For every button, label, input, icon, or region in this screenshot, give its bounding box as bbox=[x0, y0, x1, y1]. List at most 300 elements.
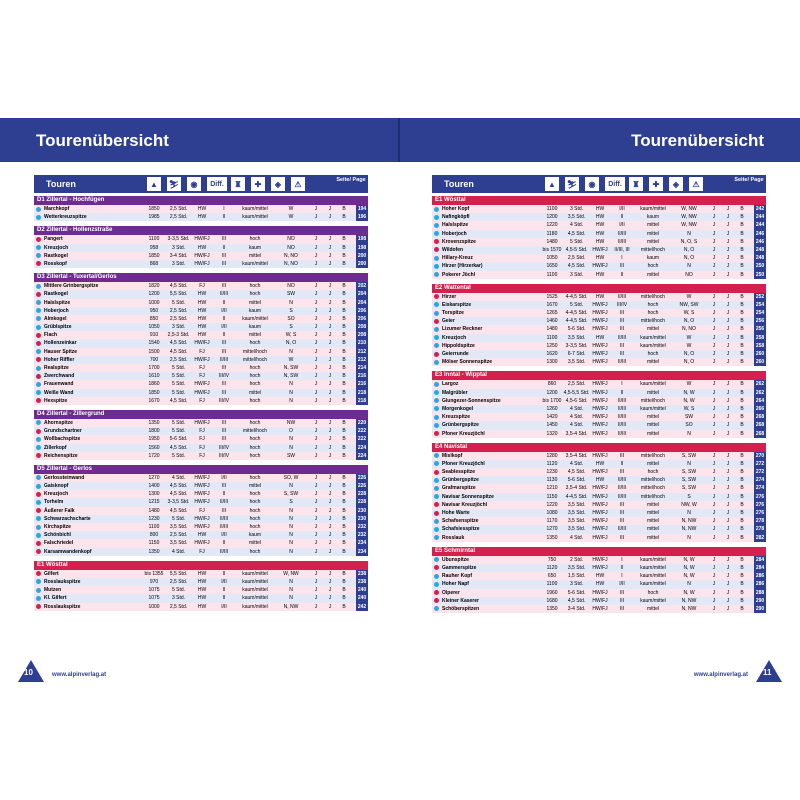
tour-cell-j1: J bbox=[712, 518, 716, 525]
tour-cell-e: mittel/hoch bbox=[640, 246, 666, 253]
tour-cell-t: 1,5 Std. bbox=[567, 573, 586, 580]
tour-row[interactable] bbox=[432, 325, 766, 333]
difficulty-dot-red-icon bbox=[36, 508, 41, 513]
tour-row[interactable] bbox=[432, 421, 766, 429]
tour-row[interactable] bbox=[34, 315, 368, 323]
tour-row[interactable] bbox=[432, 589, 766, 597]
tour-cell-j1: J bbox=[712, 342, 716, 349]
tour-name: Rosslaukspitze bbox=[44, 578, 81, 585]
tour-cell-d: II/III bbox=[617, 359, 627, 366]
footer-url-right[interactable]: www.alpinverlag.at bbox=[693, 672, 748, 678]
page-reference[interactable]: 234 bbox=[357, 548, 367, 555]
tour-cell-j3: B bbox=[740, 526, 744, 533]
tour-row[interactable] bbox=[432, 556, 766, 564]
page-reference[interactable]: 246 bbox=[755, 230, 765, 237]
tour-row[interactable] bbox=[34, 523, 368, 531]
page-reference[interactable]: 286 bbox=[755, 581, 765, 588]
page-reference[interactable]: 204 bbox=[357, 299, 367, 306]
tour-row[interactable] bbox=[34, 331, 368, 339]
tour-row[interactable] bbox=[432, 397, 766, 405]
page-reference[interactable]: 218 bbox=[357, 389, 367, 396]
page-reference[interactable]: 202 bbox=[357, 283, 367, 290]
tour-row[interactable] bbox=[34, 372, 368, 380]
tour-cell-j2: J bbox=[726, 564, 730, 571]
tour-cell-x: SO, W bbox=[283, 474, 299, 481]
tour-row[interactable] bbox=[34, 570, 368, 578]
tour-cell-t: 2,5 Std. bbox=[169, 315, 188, 322]
tour-cell-e: mittel bbox=[647, 238, 659, 245]
tour-row[interactable] bbox=[34, 252, 368, 260]
tour-row[interactable] bbox=[432, 358, 766, 366]
tour-row[interactable] bbox=[34, 235, 368, 243]
page-reference[interactable]: 222 bbox=[357, 436, 367, 443]
difficulty-dot-blue-icon bbox=[36, 300, 41, 305]
tour-name: Falschriedel bbox=[44, 540, 74, 547]
page-reference[interactable]: 240 bbox=[357, 595, 367, 602]
tour-cell-a: 1650 bbox=[546, 263, 558, 270]
tour-cell-j1: J bbox=[712, 310, 716, 317]
tour-name: Rauher Kopf bbox=[442, 573, 472, 580]
page-reference[interactable]: 268 bbox=[755, 430, 765, 437]
page-reference[interactable]: 198 bbox=[357, 244, 367, 251]
tour-row[interactable] bbox=[34, 356, 368, 364]
tour-name: Kirchspitze bbox=[44, 524, 71, 530]
page-reference[interactable]: 272 bbox=[755, 460, 765, 467]
page-reference[interactable]: 216 bbox=[357, 373, 367, 380]
page-reference[interactable]: 244 bbox=[755, 222, 765, 229]
tour-row[interactable] bbox=[34, 323, 368, 331]
difficulty-dot-blue-icon bbox=[36, 525, 41, 530]
tour-cell-a: 1100 bbox=[546, 271, 558, 278]
tour-cell-d: III bbox=[619, 510, 625, 516]
page-reference[interactable]: 230 bbox=[357, 515, 367, 522]
page-reference[interactable]: 258 bbox=[755, 342, 765, 349]
tour-cell-s: FJ bbox=[199, 397, 205, 404]
tour-row[interactable] bbox=[34, 389, 368, 397]
tour-row[interactable] bbox=[34, 507, 368, 515]
tour-cell-d: II bbox=[620, 389, 624, 396]
page-reference[interactable]: 290 bbox=[755, 605, 765, 612]
page-reference[interactable]: 262 bbox=[755, 381, 765, 388]
tour-cell-d: III bbox=[619, 452, 625, 459]
tour-cell-x: N, NW bbox=[681, 518, 697, 525]
tour-cell-j1: J bbox=[314, 373, 318, 380]
tour-cell-j2: J bbox=[726, 526, 730, 533]
tour-cell-e: mittel bbox=[647, 534, 659, 541]
tour-name: Hoher Kopf bbox=[442, 206, 470, 212]
page-reference[interactable]: 264 bbox=[755, 397, 765, 404]
tour-cell-j2: J bbox=[726, 501, 730, 508]
tour-row[interactable] bbox=[432, 342, 766, 350]
tour-cell-s: FJ bbox=[199, 444, 205, 451]
tour-cell-j1: J bbox=[712, 469, 716, 476]
tour-row[interactable] bbox=[432, 460, 766, 468]
page-reference[interactable]: 272 bbox=[755, 469, 765, 476]
tour-row[interactable] bbox=[34, 348, 368, 356]
tour-cell-t: 4 Std. bbox=[569, 405, 584, 412]
tour-cell-a: 1540 bbox=[148, 340, 160, 347]
tour-cell-x: N bbox=[687, 230, 691, 237]
tour-cell-j2: J bbox=[726, 518, 730, 525]
tour-row[interactable] bbox=[432, 293, 766, 301]
tour-row[interactable] bbox=[432, 597, 766, 605]
left-page-table bbox=[34, 175, 368, 616]
tour-row[interactable] bbox=[432, 309, 766, 317]
tour-name: Glungezer-Sonnenspitze bbox=[442, 397, 501, 404]
page-reference[interactable]: 262 bbox=[755, 389, 765, 396]
tour-cell-j3: B bbox=[342, 291, 346, 298]
difficulty-dot-red-icon bbox=[36, 398, 41, 403]
tour-cell-j3: B bbox=[342, 524, 346, 530]
tour-section bbox=[432, 371, 766, 437]
tour-row[interactable] bbox=[432, 301, 766, 309]
tour-row[interactable] bbox=[34, 419, 368, 427]
page-reference[interactable]: 216 bbox=[357, 381, 367, 388]
page-reference[interactable]: 206 bbox=[357, 315, 367, 322]
tour-cell-j1: J bbox=[712, 452, 716, 459]
page-reference[interactable]: 244 bbox=[755, 214, 765, 221]
page-reference[interactable]: 200 bbox=[357, 260, 367, 267]
page-reference[interactable]: 250 bbox=[755, 263, 765, 270]
tour-cell-j3: B bbox=[342, 332, 346, 339]
page-reference[interactable]: 222 bbox=[357, 428, 367, 435]
tour-row[interactable] bbox=[432, 517, 766, 525]
tour-cell-t: 5 Std. bbox=[171, 299, 186, 306]
tour-cell-x: W, NW bbox=[283, 570, 299, 577]
page-reference[interactable]: 200 bbox=[357, 252, 367, 259]
tour-row[interactable] bbox=[432, 580, 766, 588]
page-reference[interactable]: 274 bbox=[755, 485, 765, 492]
page-reference[interactable]: 226 bbox=[357, 474, 367, 481]
page-reference[interactable]: 254 bbox=[755, 310, 765, 317]
tour-row[interactable] bbox=[34, 548, 368, 556]
page-reference[interactable]: 276 bbox=[755, 493, 765, 500]
tour-cell-e: mittel bbox=[647, 510, 659, 516]
tour-row[interactable] bbox=[432, 254, 766, 262]
tour-cell-s: HW/FJ bbox=[194, 260, 210, 267]
tour-row[interactable] bbox=[432, 221, 766, 229]
tour-cell-j1: J bbox=[314, 540, 318, 547]
tour-cell-t: 2,5 Std. bbox=[169, 578, 188, 585]
page-reference[interactable]: 206 bbox=[357, 307, 367, 314]
tour-row[interactable] bbox=[34, 339, 368, 347]
difficulty-label: Diff. bbox=[206, 176, 228, 192]
tour-cell-t: 5 Std. bbox=[171, 515, 186, 522]
tour-row[interactable] bbox=[432, 468, 766, 476]
difficulty-dot-blue-icon bbox=[434, 311, 439, 316]
tour-row[interactable] bbox=[34, 490, 368, 498]
page-reference[interactable]: 220 bbox=[357, 419, 367, 426]
tour-row[interactable] bbox=[34, 515, 368, 523]
tour-cell-e: mittel bbox=[647, 222, 659, 229]
tour-cell-j3: B bbox=[740, 430, 744, 437]
tour-cell-s: HW bbox=[595, 214, 605, 221]
tour-cell-j2: J bbox=[726, 589, 730, 596]
page-reference[interactable]: 250 bbox=[755, 271, 765, 278]
tour-cell-d: I/II bbox=[221, 532, 227, 539]
tour-cell-s: HW bbox=[197, 603, 207, 610]
page-reference[interactable]: 256 bbox=[755, 318, 765, 325]
page-reference[interactable]: 228 bbox=[357, 491, 367, 498]
tour-cell-j3: B bbox=[740, 310, 744, 317]
tour-cell-j3: B bbox=[342, 428, 346, 435]
page-reference[interactable]: 212 bbox=[357, 348, 367, 355]
tour-row[interactable] bbox=[34, 427, 368, 435]
tour-row[interactable] bbox=[432, 509, 766, 517]
tour-cell-a: 1270 bbox=[148, 474, 160, 481]
page-reference[interactable]: 240 bbox=[357, 587, 367, 594]
tour-row[interactable] bbox=[432, 572, 766, 580]
tour-cell-a: 1420 bbox=[546, 414, 558, 421]
section-heading: E3 Inntal - Wipptal bbox=[432, 371, 766, 380]
tour-cell-d: II/III bbox=[617, 414, 627, 421]
tour-row[interactable] bbox=[432, 317, 766, 325]
tour-cell-t: 4,5 Std. bbox=[169, 483, 188, 490]
tour-cell-j2: J bbox=[726, 310, 730, 317]
tour-row[interactable] bbox=[34, 299, 368, 307]
tour-cell-e: mittel/hoch bbox=[242, 348, 268, 355]
difficulty-dot-blue-icon bbox=[36, 308, 41, 313]
tour-row[interactable] bbox=[432, 238, 766, 246]
tour-row[interactable] bbox=[34, 452, 368, 460]
tour-cell-j1: J bbox=[314, 332, 318, 339]
tour-cell-d: III bbox=[619, 534, 625, 541]
tour-row[interactable] bbox=[432, 230, 766, 238]
tour-row[interactable] bbox=[34, 578, 368, 586]
page-reference[interactable]: 276 bbox=[755, 510, 765, 516]
tour-row[interactable] bbox=[34, 444, 368, 452]
tour-cell-t: 3 Std. bbox=[171, 244, 186, 251]
difficulty-dot-blue-icon bbox=[36, 596, 41, 601]
page-reference[interactable]: 260 bbox=[755, 359, 765, 366]
tour-cell-t: 3-3,5 Std. bbox=[565, 342, 588, 349]
tour-row[interactable] bbox=[432, 205, 766, 213]
page-reference[interactable]: 204 bbox=[357, 291, 367, 298]
page-reference[interactable]: 282 bbox=[755, 534, 765, 541]
tour-cell-j1: J bbox=[712, 351, 716, 357]
page-reference[interactable]: 194 bbox=[357, 206, 367, 212]
page-reference[interactable]: 266 bbox=[755, 405, 765, 412]
tour-row[interactable] bbox=[432, 271, 766, 279]
tour-cell-d: I/II bbox=[619, 222, 625, 229]
tour-name: Karsamwandenkopf bbox=[44, 548, 92, 555]
tour-cell-s: HW bbox=[595, 334, 605, 341]
page-reference[interactable]: 252 bbox=[755, 293, 765, 300]
tour-row[interactable] bbox=[432, 534, 766, 542]
tour-row[interactable] bbox=[34, 282, 368, 290]
tour-row[interactable] bbox=[34, 586, 368, 594]
tour-cell-e: mittel/hoch bbox=[640, 493, 666, 500]
page-reference[interactable]: 268 bbox=[755, 422, 765, 429]
tour-cell-e: kaum/mittel bbox=[242, 315, 268, 322]
tour-row[interactable] bbox=[432, 405, 766, 413]
tour-cell-d: III bbox=[221, 419, 227, 426]
tour-cell-e: hoch bbox=[249, 474, 261, 481]
tour-row[interactable] bbox=[34, 380, 368, 388]
difficulty-dot-blue-icon bbox=[434, 215, 439, 220]
page-reference[interactable]: 274 bbox=[755, 477, 765, 484]
page-reference[interactable]: 232 bbox=[357, 532, 367, 539]
tour-row[interactable] bbox=[34, 498, 368, 506]
page-reference[interactable]: 284 bbox=[755, 564, 765, 571]
tour-cell-j1: J bbox=[712, 460, 716, 467]
tour-row[interactable] bbox=[34, 244, 368, 252]
page-reference[interactable]: 246 bbox=[755, 238, 765, 245]
page-reference[interactable]: 242 bbox=[755, 206, 765, 212]
tour-cell-t: 4-4,5 Std. bbox=[565, 310, 588, 317]
tour-cell-j3: B bbox=[740, 397, 744, 404]
tour-cell-s: HW/FJ bbox=[194, 381, 210, 388]
tour-cell-e: kaum/mittel bbox=[242, 595, 268, 602]
page-reference[interactable]: 242 bbox=[357, 603, 367, 610]
page-reference[interactable]: 288 bbox=[755, 589, 765, 596]
page-reference[interactable]: 260 bbox=[755, 351, 765, 357]
page-reference[interactable]: 218 bbox=[357, 397, 367, 404]
tour-row[interactable] bbox=[34, 364, 368, 372]
tour-row[interactable] bbox=[432, 246, 766, 254]
page-reference[interactable]: 210 bbox=[357, 340, 367, 347]
tour-cell-x: N bbox=[289, 483, 293, 490]
tour-row[interactable] bbox=[432, 413, 766, 421]
tour-cell-e: kaum bbox=[248, 244, 262, 251]
page-reference[interactable]: 254 bbox=[755, 301, 765, 308]
tour-cell-x: S, SW bbox=[283, 491, 299, 498]
tour-cell-j1: J bbox=[314, 252, 318, 259]
page-reference[interactable]: 224 bbox=[357, 452, 367, 459]
difficulty-dot-red-icon bbox=[434, 239, 439, 244]
tour-name: Kleiner Kaserer bbox=[442, 597, 479, 604]
page-reference[interactable]: 228 bbox=[357, 499, 367, 506]
tour-cell-a: 1260 bbox=[546, 405, 558, 412]
page-reference[interactable]: 238 bbox=[357, 570, 367, 577]
tour-cell-s: HW bbox=[595, 293, 605, 300]
tour-name: Wetterkreuzspitze bbox=[44, 214, 87, 221]
tour-cell-e: mittel bbox=[647, 430, 659, 437]
tour-section bbox=[34, 226, 368, 268]
tour-row[interactable] bbox=[34, 531, 368, 539]
tour-cell-a: 1075 bbox=[148, 595, 160, 602]
page-reference[interactable]: 208 bbox=[357, 332, 367, 339]
tour-cell-s: HW bbox=[595, 271, 605, 278]
tour-row[interactable] bbox=[34, 397, 368, 405]
page-reference[interactable]: 248 bbox=[755, 246, 765, 253]
tour-cell-d: II/III bbox=[617, 397, 627, 404]
page-reference[interactable]: 276 bbox=[755, 501, 765, 508]
tour-row[interactable] bbox=[34, 290, 368, 298]
tour-name: Hoberjoch bbox=[44, 307, 69, 314]
tour-row[interactable] bbox=[34, 213, 368, 221]
page-reference[interactable]: 224 bbox=[357, 444, 367, 451]
page-reference[interactable]: 232 bbox=[357, 524, 367, 530]
page-reference[interactable]: 212 bbox=[357, 356, 367, 363]
difficulty-dot-red-icon bbox=[434, 598, 439, 603]
page-reference[interactable]: 238 bbox=[357, 578, 367, 585]
page-reference[interactable]: 278 bbox=[755, 526, 765, 533]
difficulty-dot-blue-icon bbox=[434, 461, 439, 466]
page-reference[interactable]: 198 bbox=[357, 236, 367, 243]
page-reference[interactable]: 214 bbox=[357, 365, 367, 371]
tour-row[interactable] bbox=[432, 525, 766, 533]
tour-row[interactable] bbox=[432, 334, 766, 342]
tour-row[interactable] bbox=[432, 213, 766, 221]
difficulty-dot-blue-icon bbox=[36, 390, 41, 395]
tour-row[interactable] bbox=[34, 307, 368, 315]
tour-row[interactable] bbox=[432, 605, 766, 613]
tour-row[interactable] bbox=[432, 389, 766, 397]
tour-row[interactable] bbox=[432, 452, 766, 460]
tour-row[interactable] bbox=[432, 430, 766, 438]
page-reference[interactable]: 234 bbox=[357, 540, 367, 547]
tour-row[interactable] bbox=[432, 262, 766, 270]
tour-cell-j2: J bbox=[328, 515, 332, 522]
tour-cell-e: hoch bbox=[249, 548, 261, 555]
tour-row[interactable] bbox=[432, 350, 766, 358]
tour-cell-j2: J bbox=[726, 430, 730, 437]
tour-cell-t: 3,5-4 Std. bbox=[565, 485, 588, 492]
page-reference[interactable]: 248 bbox=[755, 255, 765, 262]
tour-row[interactable] bbox=[432, 501, 766, 509]
tour-row[interactable] bbox=[432, 564, 766, 572]
tour-row[interactable] bbox=[432, 476, 766, 484]
tour-cell-x: N bbox=[289, 578, 293, 585]
page-reference[interactable]: 226 bbox=[357, 483, 367, 490]
page-reference[interactable]: 258 bbox=[755, 334, 765, 341]
tour-cell-j1: J bbox=[314, 236, 318, 243]
tour-row[interactable] bbox=[34, 260, 368, 268]
tour-cell-d: II/III bbox=[617, 526, 627, 533]
page-reference[interactable]: 284 bbox=[755, 556, 765, 563]
tour-cell-a: 1120 bbox=[546, 564, 558, 571]
tour-row[interactable] bbox=[432, 493, 766, 501]
page-reference[interactable]: 230 bbox=[357, 507, 367, 514]
tour-cell-d: III bbox=[221, 260, 227, 267]
tour-row[interactable] bbox=[34, 474, 368, 482]
page-reference[interactable]: 290 bbox=[755, 597, 765, 604]
page-reference[interactable]: 196 bbox=[357, 214, 367, 221]
tour-name: Grafmarspitze bbox=[442, 485, 476, 492]
tour-row[interactable] bbox=[34, 603, 368, 611]
page-reference[interactable]: 268 bbox=[755, 414, 765, 421]
difficulty-dot-blue-icon bbox=[434, 535, 439, 540]
tour-name: Grüblspitze bbox=[44, 324, 72, 331]
difficulty-dot-blue-icon bbox=[36, 349, 41, 354]
tour-cell-j2: J bbox=[726, 556, 730, 563]
tour-row[interactable] bbox=[432, 484, 766, 492]
tour-row[interactable] bbox=[34, 435, 368, 443]
tour-row[interactable] bbox=[34, 205, 368, 213]
page-reference[interactable]: 286 bbox=[755, 573, 765, 580]
page-reference[interactable]: 270 bbox=[755, 452, 765, 459]
tour-name: Geierrunde bbox=[442, 351, 469, 357]
footer-url-left[interactable]: www.alpinverlag.at bbox=[52, 672, 107, 678]
tour-row[interactable] bbox=[34, 482, 368, 490]
tour-cell-j1: J bbox=[712, 581, 716, 588]
tour-cell-a: 1265 bbox=[546, 310, 558, 317]
tour-cell-x: W, S bbox=[683, 405, 695, 412]
page-reference[interactable]: 278 bbox=[755, 518, 765, 525]
tour-row[interactable] bbox=[34, 539, 368, 547]
tour-row[interactable] bbox=[432, 380, 766, 388]
tour-row[interactable] bbox=[34, 594, 368, 602]
tour-cell-a: 1050 bbox=[546, 255, 558, 262]
page-reference[interactable]: 256 bbox=[755, 326, 765, 333]
tour-cell-j1: J bbox=[712, 334, 716, 341]
header-seite-page: Seite/ Page bbox=[734, 177, 764, 183]
tour-name: Grundschartner bbox=[44, 428, 82, 435]
tour-cell-x: N bbox=[289, 532, 293, 539]
tour-cell-s: HW bbox=[197, 587, 207, 594]
page-reference[interactable]: 208 bbox=[357, 324, 367, 331]
